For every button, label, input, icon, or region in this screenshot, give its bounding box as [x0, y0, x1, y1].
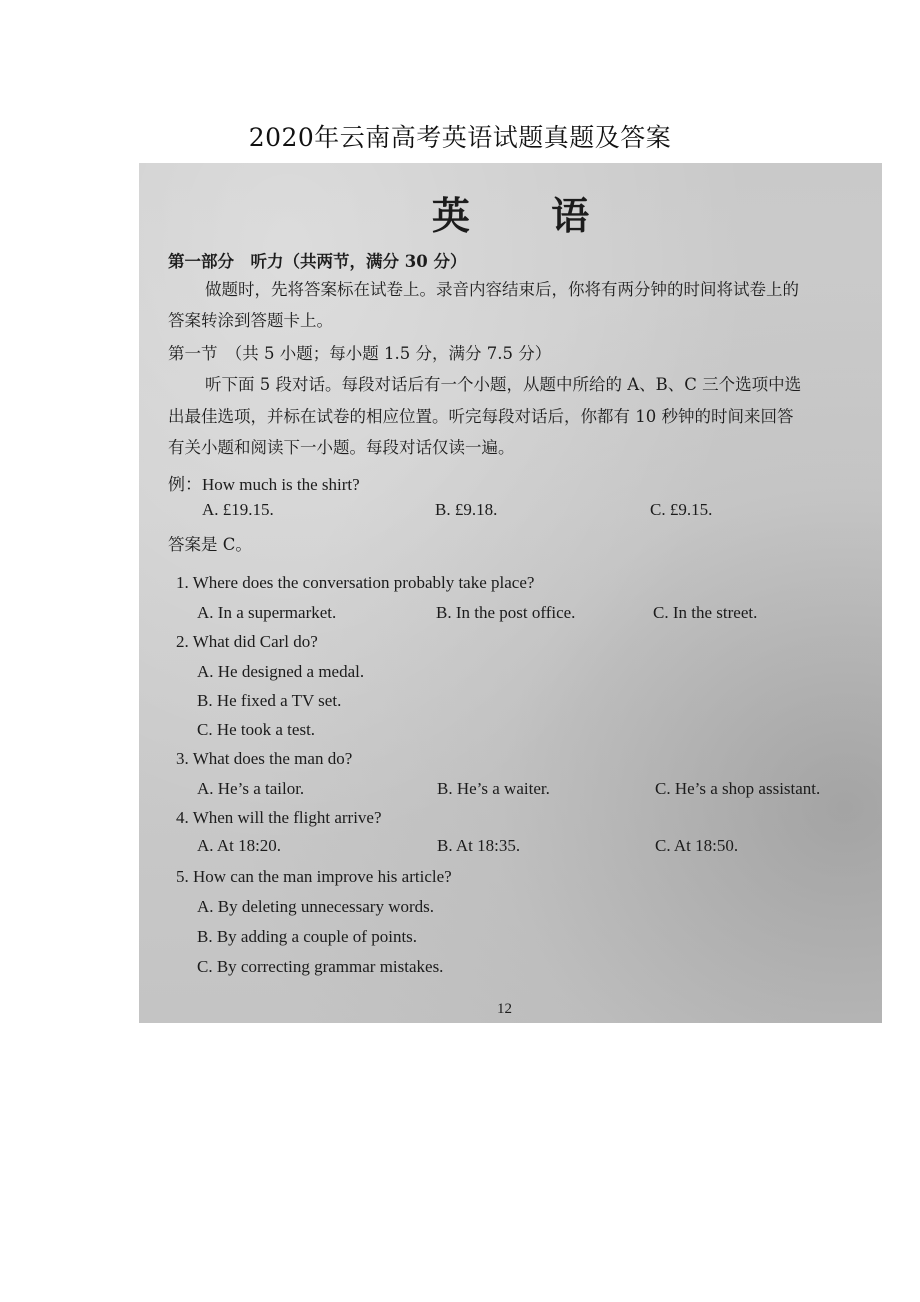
- question-4-option-b: B. At 18:35.: [437, 836, 521, 855]
- section1-instruction-line3: 有关小题和阅读下一小题。每段对话仅读一遍。: [168, 438, 515, 457]
- section1-instruction-line2: 出最佳选项，并标在试卷的相应位置。听完每段对话后，你都有 10 秒钟的时间来回答: [168, 407, 794, 426]
- question-2: 2. What did Carl do?: [176, 632, 318, 651]
- example-option-c: C. £9.15.: [650, 500, 713, 519]
- exam-heading: 英 语: [431, 193, 624, 238]
- page-number: 12: [497, 1001, 512, 1017]
- document-title: 2020年云南高考英语试题真题及答案: [248, 123, 672, 152]
- question-3-option-c: C. He’s a shop assistant.: [655, 779, 821, 798]
- question-2-option-c: C. He took a test.: [197, 720, 316, 739]
- question-3: 3. What does the man do?: [176, 749, 353, 768]
- question-5-option-c: C. By correcting grammar mistakes.: [197, 957, 444, 976]
- question-3-option-b: B. He’s a waiter.: [437, 779, 550, 798]
- question-5: 5. How can the man improve his article?: [176, 867, 452, 886]
- question-2-option-a: A. He designed a medal.: [197, 662, 365, 681]
- question-1: 1. Where does the conversation probably take place?: [176, 573, 535, 592]
- example-option-b: B. £9.18.: [435, 500, 498, 519]
- question-2-option-b: B. He fixed a TV set.: [197, 691, 342, 710]
- question-5-option-b: B. By adding a couple of points.: [197, 927, 418, 946]
- question-4-option-a: A. At 18:20.: [197, 836, 282, 855]
- question-1-option-a: A. In a supermarket.: [197, 603, 337, 622]
- example-answer: 答案是 C。: [168, 535, 252, 554]
- section1-title: 第一节 （共 5 小题；每小题 1.5 分，满分 7.5 分）: [168, 344, 552, 363]
- example-question: 例：How much is the shirt?: [168, 475, 360, 494]
- section1-instruction-line1: 听下面 5 段对话。每段对话后有一个小题，从题中所给的 A、B、C 三个选项中选: [205, 375, 802, 394]
- question-5-option-a: A. By deleting unnecessary words.: [197, 897, 435, 916]
- question-4: 4. When will the flight arrive?: [176, 808, 382, 827]
- part1-title: 第一部分 听力（共两节，满分 30 分）: [168, 252, 467, 271]
- question-4-option-c: C. At 18:50.: [655, 836, 739, 855]
- example-option-a: A. £19.15.: [202, 500, 274, 519]
- exam-page-photo: [139, 163, 882, 1023]
- question-3-option-a: A. He’s a tailor.: [197, 779, 305, 798]
- part1-instruction-line1: 做题时，先将答案标在试卷上。录音内容结束后，你将有两分钟的时间将试卷上的: [205, 280, 799, 299]
- question-1-option-c: C. In the street.: [653, 603, 758, 622]
- question-1-option-b: B. In the post office.: [436, 603, 576, 622]
- part1-instruction-line2: 答案转涂到答题卡上。: [168, 311, 333, 330]
